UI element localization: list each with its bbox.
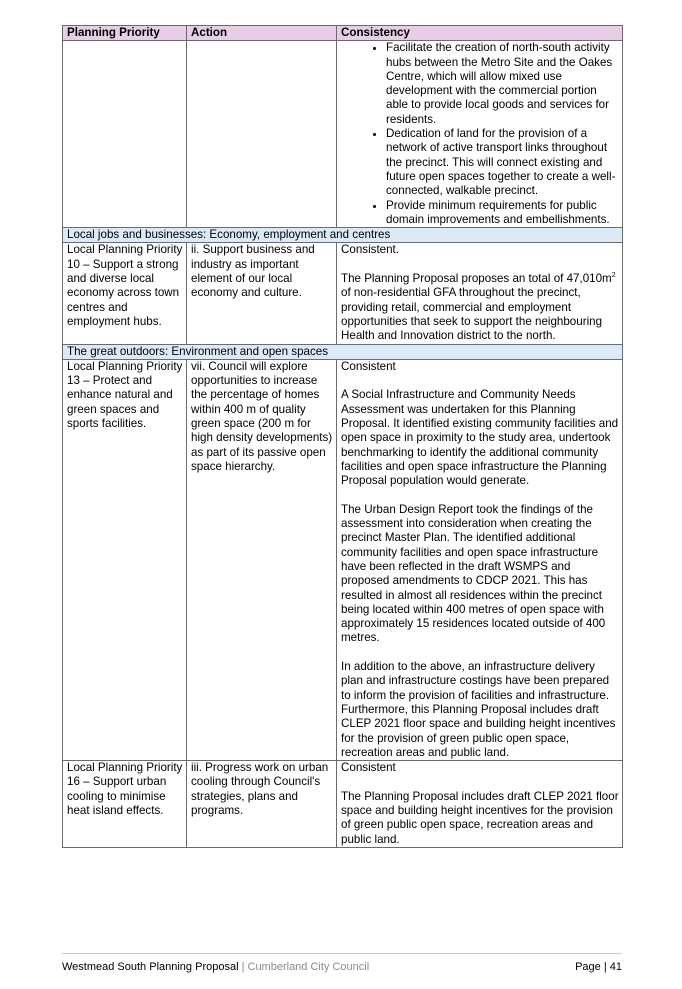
- empty-action-cell: [187, 41, 337, 228]
- table-row-continuation: [63, 41, 623, 228]
- footer-left: [62, 961, 369, 973]
- footer-doc-title: Westmead South Planning Proposal: [62, 961, 239, 973]
- table-header-row: [63, 26, 623, 41]
- action-cell: ii. Support business and industry as important element of our local economy and culture.: [187, 243, 337, 344]
- consistency-bullets-cell: [337, 41, 623, 228]
- priority-cell: Local Planning Priority 10 – Support a strong and diverse local economy across town centres and employment hubs.: [63, 243, 187, 344]
- section-row-jobs: [63, 228, 623, 243]
- table-row-lpp13: [63, 359, 623, 760]
- table-row-lpp16: [63, 761, 623, 848]
- priority-cell: Local Planning Priority 13 – Protect and enhance natural and green spaces and sports facilities.: [63, 359, 187, 760]
- empty-priority-cell: [63, 41, 187, 228]
- consistency-paragraph: The Urban Design Report took the findings of the assessment into consideration when creating the precinct Master Plan. The identified additional community facilities and open space infrastructure have been reflected in the draft WSMPS and proposed amendments to CDCP 2021. This has resulted in almost all residences within the precinct being located within 400 metres of open space with approximately 15 residences located outside of 400 metres.: [341, 502, 606, 645]
- consistency-status: Consistent: [341, 761, 396, 775]
- consistency-paragraph: The Planning Proposal includes draft CLEP 2021 floor space and building height incentives for the provision of green public open space, recreation areas and public land.: [341, 789, 619, 846]
- gfa-text-before: The Planning Proposal proposes an total of 47,010m: [341, 272, 612, 286]
- consistency-paragraph: [341, 272, 619, 343]
- consistency-cell: [337, 243, 623, 344]
- header-action: Action: [187, 26, 337, 41]
- consistency-status: Consistent.: [341, 243, 399, 257]
- bullet-list: [341, 41, 619, 227]
- priority-cell: Local Planning Priority 16 – Support urban cooling to minimise heat island effects.: [63, 761, 187, 848]
- header-planning-priority: Planning Priority: [63, 26, 187, 41]
- footer-page-number: Page | 41: [575, 961, 622, 973]
- table-row-lpp10: [63, 243, 623, 344]
- consistency-paragraph: A Social Infrastructure and Community Needs Assessment was undertaken for this Planning Proposal. It identified existing community facilities and open space in proximity to the study area, undertook benchmarking to identify the additional community facilities and open space infrastructure the Planning Proposal population would generate.: [341, 388, 619, 488]
- consistency-cell: [337, 761, 623, 848]
- bullet-item: • Facilitate the creation of north-south activity hubs between the Metro Site and the Oakes Centre, which will allow mixed use development with the commercial portion able to provide local goods and services for residents.: [386, 41, 619, 127]
- page-footer: [62, 961, 622, 973]
- gfa-text-after: of non-residential GFA throughout the precinct, providing retail, commercial and employment opportunities that seek to support the neighbouring Health and Innovation district to the north.: [341, 286, 603, 343]
- action-cell: iii. Progress work on urban cooling through Council's strategies, plans and programs.: [187, 761, 337, 848]
- consistency-paragraph: In addition to the above, an infrastructure delivery plan and infrastructure costings have been prepared to inform the provision of facilities and infrastructure. Furthermore, this Planning Proposal includes draft CLEP 2021 floor space and building height incentives for the provision of green public open space, recreation areas and public land.: [341, 660, 616, 759]
- bullet-item: • Provide minimum requirements for public domain improvements and embellishments.: [386, 199, 619, 228]
- consistency-cell: [337, 359, 623, 760]
- section-row-outdoors: [63, 344, 623, 359]
- section-heading: Local jobs and businesses: Economy, employment and centres: [63, 228, 623, 243]
- bullet-item: • Dedication of land for the provision of a network of active transport links throughout the precinct. This will connect existing and future open spaces together to create a well-connected, walkable precinct.: [386, 127, 619, 198]
- footer-separator: |: [241, 961, 245, 973]
- square-superscript: 2: [611, 272, 616, 280]
- footer-council-name: Cumberland City Council: [247, 961, 370, 973]
- section-heading: The great outdoors: Environment and open spaces: [63, 344, 623, 359]
- action-cell: vii. Council will explore opportunities to increase the percentage of homes within 400 m of quality green space (200 m for high density developments) as part of its passive open space hierarchy.: [187, 359, 337, 760]
- header-consistency: Consistency: [337, 26, 623, 41]
- consistency-status: Consistent: [341, 359, 396, 373]
- footer-divider: [62, 953, 622, 954]
- planning-priority-table: [62, 25, 623, 848]
